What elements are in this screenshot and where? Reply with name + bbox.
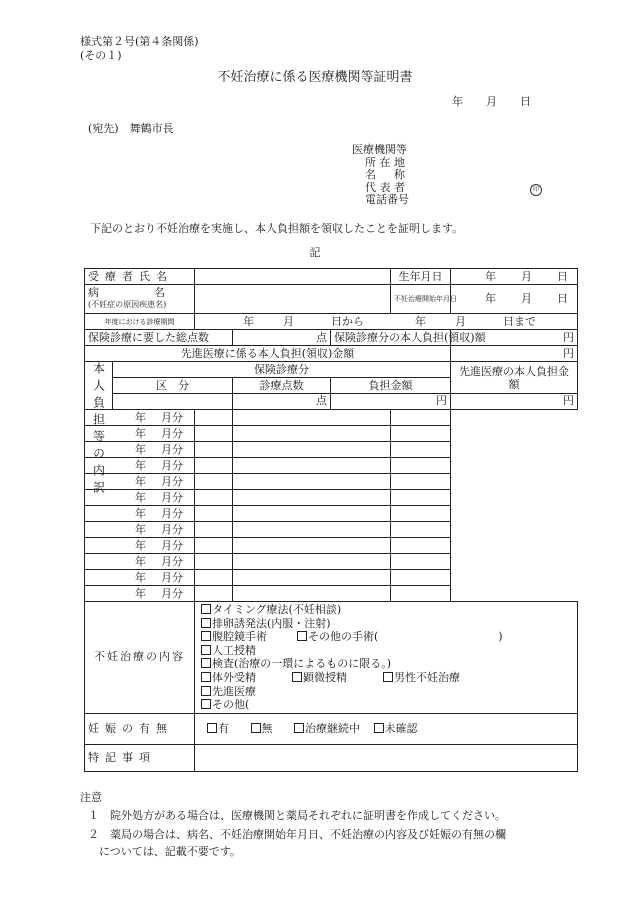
institution-phone: 電話番号 [365,193,409,207]
advanced-burden-label: 先進医療に係る本人負担(領収)金額 [85,346,451,362]
month-row [85,570,578,586]
institution-location: 所 在 地 [365,155,405,169]
disease-sub-label: (不妊症の原因疾患名) [88,300,167,309]
start-date-field[interactable] [451,285,578,314]
month-advanced-field[interactable] [391,410,451,426]
checkbox-icon[interactable] [201,672,211,682]
treatment-option[interactable] [201,603,571,617]
birth-year: 年 [485,269,497,283]
col-points: 診療点数 [233,378,331,394]
month-year-label: 年 [135,522,146,536]
month-month-label: 月分 [161,490,183,504]
pregnancy-option-text: 無 [261,721,273,735]
month-month-label: 月分 [161,586,183,600]
checkbox-icon[interactable] [201,631,211,641]
month-amount-field[interactable] [233,522,391,538]
advanced-header: 先進医療の本人負担金額 [451,362,578,394]
checkbox-icon[interactable] [251,723,261,733]
checkbox-icon[interactable] [383,672,393,682]
insured-burden-field[interactable]: 円 [451,330,578,346]
insured-burden-label: 保険診療分の本人負担(領収)額 [331,330,451,346]
addressee [88,120,174,136]
checkbox-icon[interactable] [292,672,302,682]
checkbox-icon[interactable] [294,723,304,733]
treatment-option-row [201,630,571,644]
month-advanced-field[interactable] [391,426,451,442]
start-day: 日 [557,292,569,305]
treatment-text: 腹腔鏡手術 [212,630,267,644]
total-points-field[interactable]: 点 [233,330,331,346]
month-year-label: 年 [135,570,146,584]
institution-heading: 医療機関等 [352,143,407,156]
notes-block [80,790,506,860]
birth-date-field[interactable] [451,269,578,285]
row-treatment [85,602,578,714]
seal-mark: 印 [530,184,542,196]
checkbox-icon[interactable] [201,686,211,696]
insured-header: 保険診療分 [113,362,451,378]
units-advanced: 円 [451,394,578,410]
month-row [85,458,578,474]
treatment-option[interactable] [201,644,571,658]
units-amount: 円 [331,394,451,410]
row-patient [85,269,578,285]
pregnancy-option-no[interactable] [251,722,273,735]
col-category: 区 分 [113,378,233,394]
month-month-label: 月分 [161,570,183,584]
month-year-label: 年 [135,474,146,488]
pregnancy-option-text: 有 [218,721,229,735]
month-row [85,538,578,554]
treatment-text: 顕微授精 [303,670,347,684]
addressee-label: (宛先) [88,122,119,135]
month-amount-field[interactable] [233,474,391,490]
disease-label-text: 病 名 [88,286,165,299]
month-month-label: 月分 [161,522,183,536]
units-category [113,394,233,410]
pregnancy-option-text: 治療継続中 [305,721,360,735]
treatment-text: 人工授精 [212,643,256,657]
month-amount-field[interactable] [233,410,391,426]
pregnancy-option-unknown[interactable] [374,722,418,735]
pregnancy-option-yes[interactable] [207,722,229,735]
month-month-label: 月分 [161,458,183,472]
month-year-label: 年 [135,442,146,456]
treatment-text: 排卵誘発法(内服・注射) [212,616,331,630]
remarks-label: 特記事項 [85,744,195,771]
month-row [85,442,578,458]
start-year: 年 [485,292,497,305]
month-year-label: 年 [135,554,146,568]
certificate-table [84,268,578,772]
month-points-field[interactable] [195,442,233,458]
row-advanced [85,346,578,362]
row-totals [85,330,578,346]
checkbox-icon[interactable] [201,618,211,628]
month-advanced-field[interactable] [391,458,451,474]
month-month-label: 月分 [161,506,183,520]
date-day: 日 [520,95,531,108]
month-advanced-field[interactable] [391,570,451,586]
month-advanced-field[interactable] [391,522,451,538]
checkbox-icon[interactable] [201,658,211,668]
treatment-label: 不妊治療の内容 [85,602,195,714]
treatment-text: その他の手術( [308,630,379,644]
institution-name: 名 称 [365,168,405,182]
pregnancy-options [195,713,578,744]
month-points-field[interactable] [195,522,233,538]
issue-date [452,93,531,109]
month-year-label: 年 [135,538,146,552]
sub-number: (その１) [80,49,122,62]
month-category [85,522,195,538]
treatment-text: タイミング療法(不妊相談) [212,603,342,616]
remarks-field[interactable] [195,744,578,771]
date-year: 年 [452,95,463,108]
treatment-option[interactable] [201,657,571,671]
treatment-text: 体外受精 [212,670,256,684]
month-year-label: 年 [135,506,146,520]
treatment-option[interactable] [201,617,571,631]
treatment-option-row [201,671,571,685]
month-row [85,586,578,602]
month-month-label: 月分 [161,554,183,568]
note-item: については、記載不要です。 [88,845,241,858]
note-item: １ 院外処方がある場合は、医療機関と薬局それぞれに証明書を作成してください。 [88,809,506,822]
month-points-field[interactable] [195,554,233,570]
period-field[interactable] [195,314,578,330]
month-category [85,586,195,602]
period-from-year: 年 [243,314,254,328]
month-amount-field[interactable] [233,554,391,570]
month-month-label: 月分 [161,474,183,488]
month-month-label: 月分 [161,538,183,552]
month-year-label: 年 [135,426,146,440]
period-to-day: 日まで [503,314,536,328]
row-remarks [85,744,578,771]
month-row [85,426,578,442]
period-label: 年度における診療期間 [85,314,195,330]
pregnancy-label: 妊娠の有無 [85,713,195,744]
treatment-options [195,602,578,714]
month-row [85,554,578,570]
month-row [85,506,578,522]
month-month-label: 月分 [161,410,183,424]
month-row [85,474,578,490]
treatment-option[interactable] [201,698,571,712]
row-breakdown-head1 [85,362,578,378]
start-date-label: 不妊治療開始年月日 [391,285,451,314]
row-units [85,394,578,410]
month-points-field[interactable] [195,506,233,522]
month-category [85,538,195,554]
treatment-option[interactable] [201,685,571,699]
disease-label [85,285,195,314]
month-row [85,490,578,506]
month-amount-field[interactable] [233,458,391,474]
pregnancy-option-text: 未確認 [384,721,418,735]
month-row [85,522,578,538]
period-to-month: 月 [455,314,466,328]
checkbox-icon[interactable] [297,631,307,641]
month-category [85,554,195,570]
month-advanced-field[interactable] [391,442,451,458]
month-advanced-field[interactable] [391,586,451,602]
institution-rep: 代 表 者 [365,180,405,194]
patient-name-label: 受療者氏名 [85,269,195,285]
checkbox-icon[interactable] [201,604,211,614]
treatment-text: その他( [212,698,250,712]
units-points: 点 [233,394,331,410]
breakdown-label: 本人負担等の内訳 [85,362,113,410]
month-points-field[interactable] [195,426,233,442]
notes-heading: 注意 [80,791,102,804]
treatment-text: 検査(治療の一環によるものに限る。) [212,657,392,671]
month-advanced-field[interactable] [391,474,451,490]
treatment-text: 男性不妊治療 [394,670,460,684]
birth-label: 生年月日 [391,269,451,285]
month-amount-field[interactable] [233,426,391,442]
addressee-value: 舞鶴市長 [129,122,174,135]
pregnancy-option-continuing[interactable] [294,722,360,735]
month-month-label: 月分 [161,426,183,440]
month-year-label: 年 [135,586,146,600]
month-amount-field[interactable] [233,490,391,506]
row-pregnancy [85,713,578,744]
month-points-field[interactable] [195,474,233,490]
form-number: 様式第２号(第４条関係) [80,35,199,48]
checkbox-icon[interactable] [201,645,211,655]
checkbox-icon[interactable] [374,723,384,733]
advanced-burden-field[interactable]: 円 [451,346,578,362]
month-amount-field[interactable] [233,570,391,586]
checkbox-icon[interactable] [207,723,217,733]
period-from-month: 月 [283,314,294,328]
month-category [85,506,195,522]
month-points-field[interactable] [195,458,233,474]
month-amount-field[interactable] [233,538,391,554]
month-category [85,570,195,586]
month-points-field[interactable] [195,570,233,586]
month-points-field[interactable] [195,410,233,426]
birth-day: 日 [557,269,569,283]
month-amount-field[interactable] [233,506,391,522]
period-from-day: 日から [331,314,364,328]
patient-name-field[interactable] [195,269,391,285]
month-row [85,410,578,426]
month-points-field[interactable] [195,586,233,602]
treatment-text: 先進医療 [212,684,256,698]
period-to-year: 年 [415,314,426,328]
month-year-label: 年 [135,458,146,472]
month-amount-field[interactable] [233,586,391,602]
date-month: 月 [486,95,497,108]
month-amount-field[interactable] [233,442,391,458]
institution-block [352,144,409,207]
month-points-field[interactable] [195,538,233,554]
month-points-field[interactable] [195,490,233,506]
start-month: 月 [521,292,533,305]
month-year-label: 年 [135,410,146,424]
document-title: 不妊治療に係る医療機関等証明書 [217,70,413,85]
birth-month: 月 [521,269,533,283]
note-item: ２ 薬局の場合は、病名、不妊治療開始年月日、不妊治療の内容及び妊娠の有無の欄 [88,828,506,841]
month-advanced-field[interactable] [391,506,451,522]
month-advanced-field[interactable] [391,554,451,570]
checkbox-icon[interactable] [201,699,211,709]
disease-field[interactable] [195,285,391,314]
month-month-label: 月分 [161,442,183,456]
col-amount: 負担金額 [331,378,451,394]
month-advanced-field[interactable] [391,538,451,554]
month-year-label: 年 [135,490,146,504]
treatment-text: ) [498,630,503,644]
row-disease [85,285,578,314]
total-points-label: 保険診療に要した総点数 [85,330,233,346]
month-advanced-field[interactable] [391,490,451,506]
ki-heading: 記 [309,246,321,259]
row-period [85,314,578,330]
certification-statement: 下記のとおり不妊治療を実施し、本人負担額を領収したことを証明します。 [90,222,464,235]
